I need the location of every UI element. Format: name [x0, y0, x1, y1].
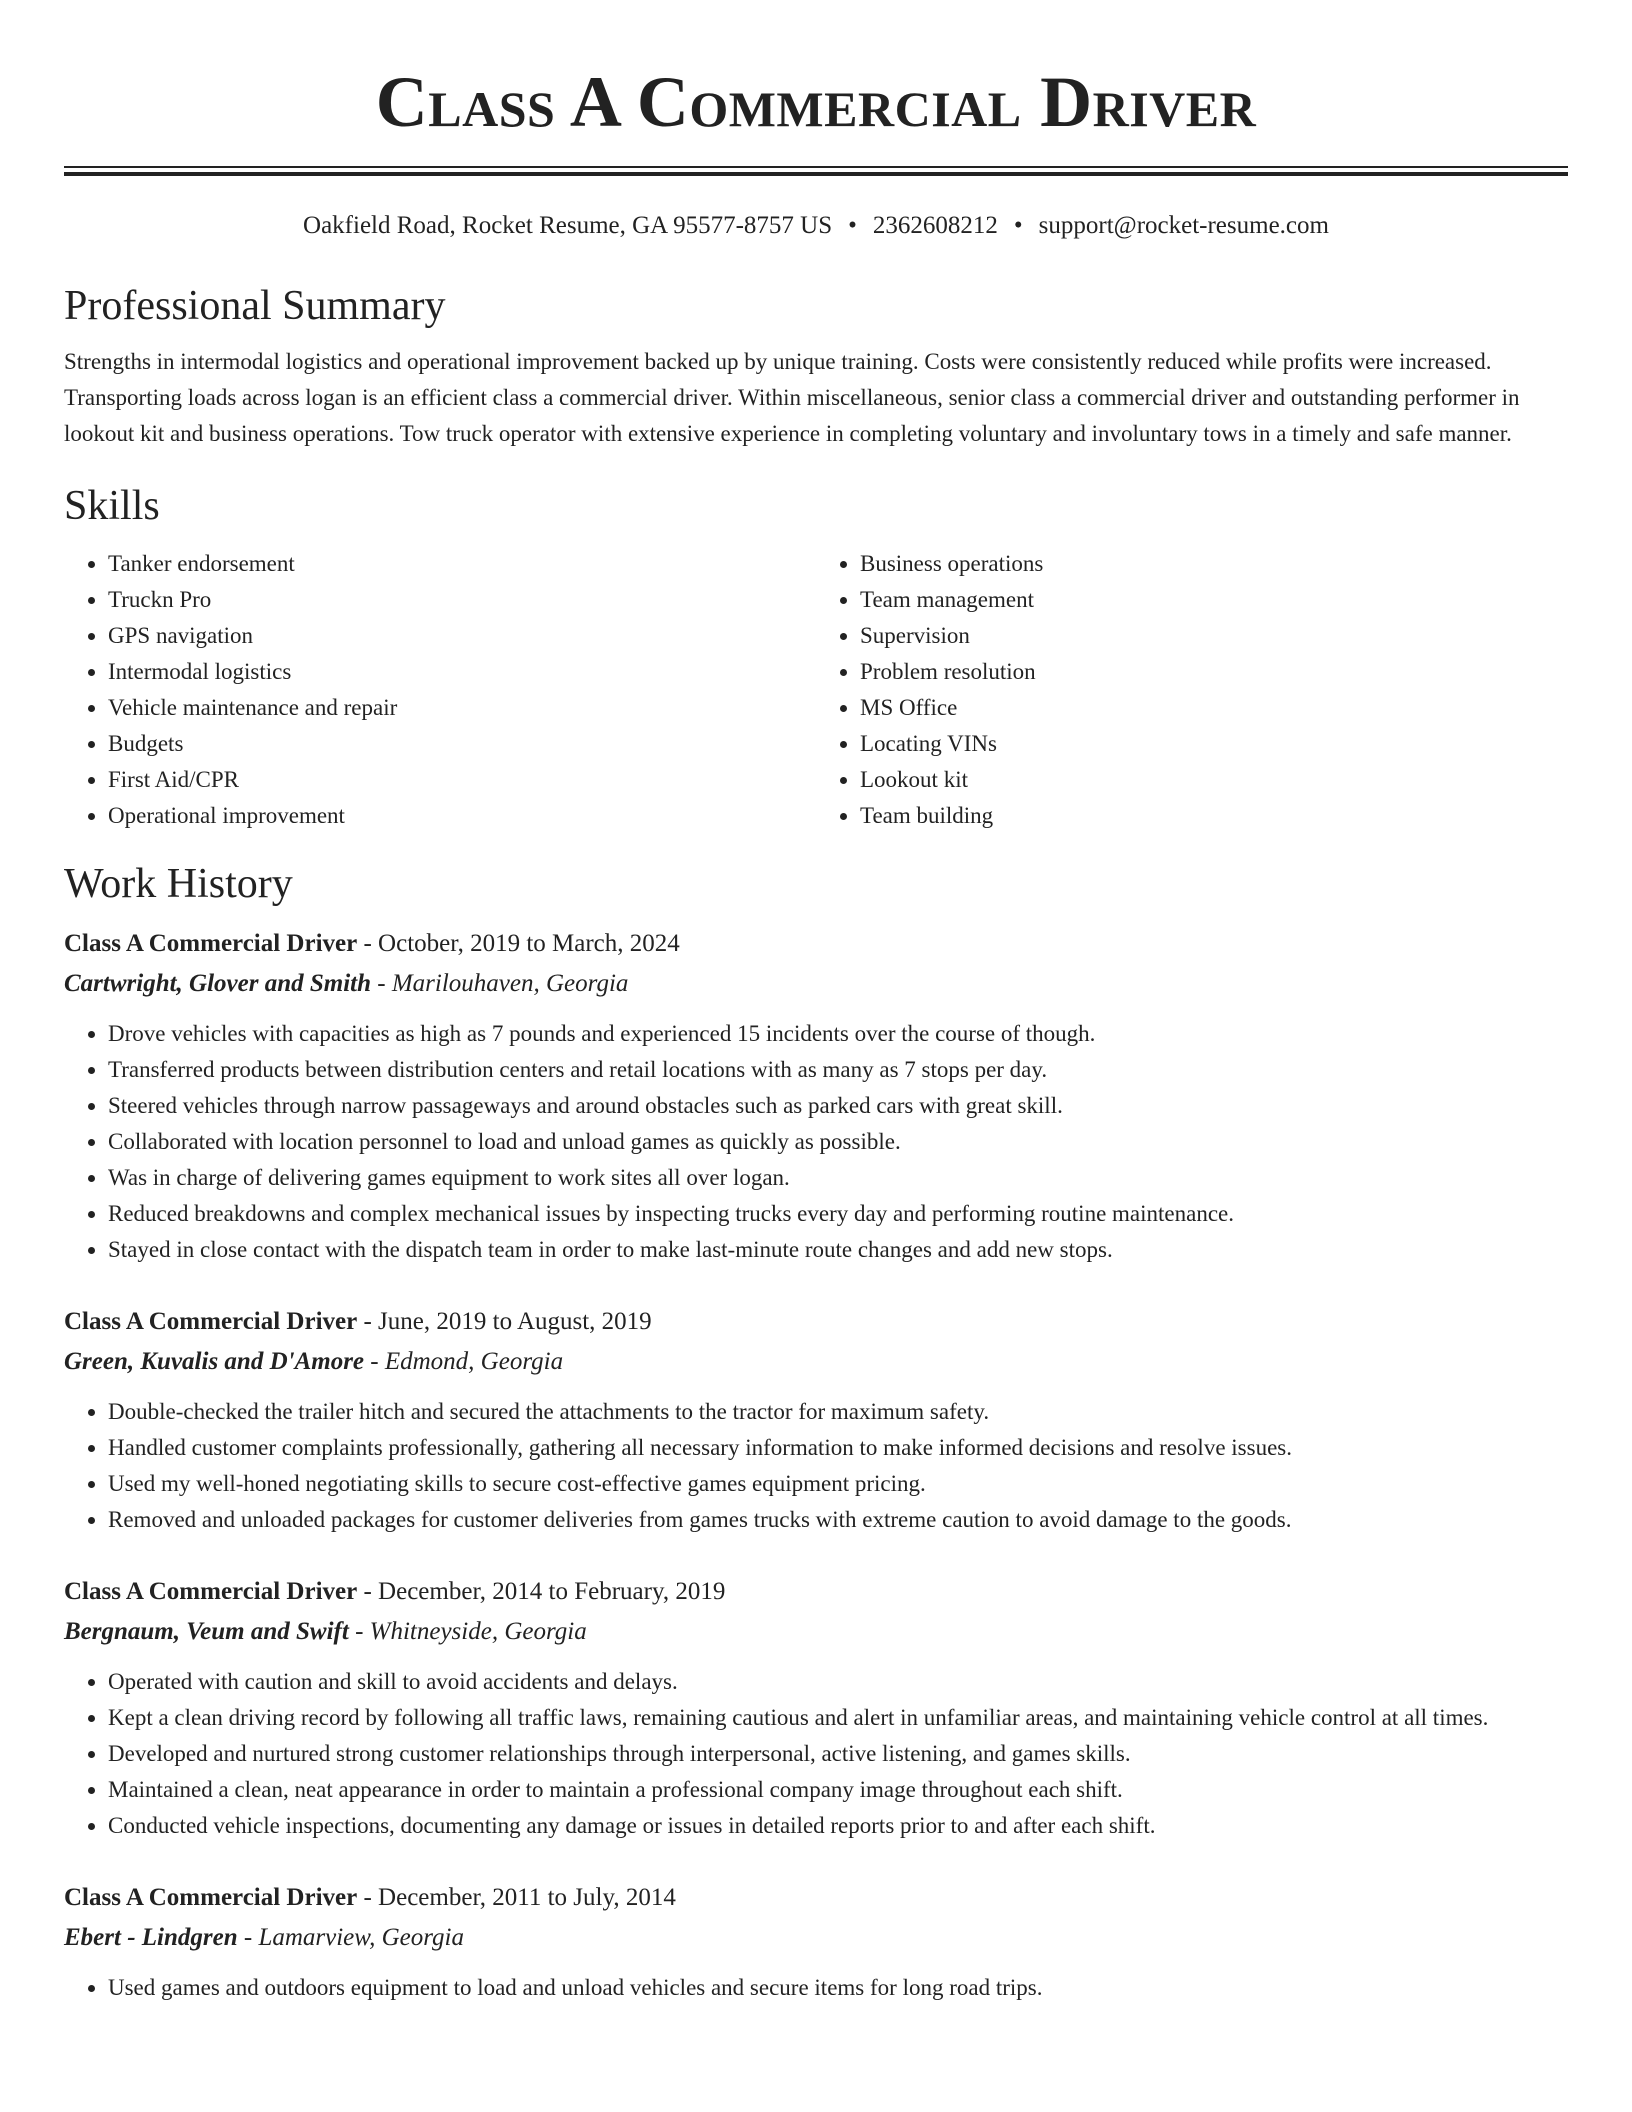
skills-list: [64, 546, 1568, 834]
job-bullet: • Steered vehicles through narrow passageways and around obstacles such as parked cars with great skill.: [108, 1088, 1568, 1124]
address: Oakfield Road, Rocket Resume, GA 95577-8757 US: [303, 212, 833, 239]
job-bullet: • Was in charge of delivering games equipment to work sites all over logan.: [108, 1160, 1568, 1196]
skills-heading: Skills: [64, 483, 160, 529]
job-dates: - June, 2019 to August, 2019: [357, 1308, 652, 1335]
skill-item: • Lookout kit: [860, 762, 1568, 798]
separator: •: [1013, 212, 1023, 239]
job-title-line: [64, 924, 1568, 964]
job-bullet: • Maintained a clean, neat appearance in order to maintain a professional company image throughout each shift.: [108, 1772, 1568, 1808]
job-bullet: • Kept a clean driving record by following all traffic laws, remaining cautious and alert in unfamiliar areas, and maintaining vehicle control at all times.: [108, 1700, 1568, 1736]
job-title: Class A Commercial Driver: [64, 930, 358, 957]
job-title-line: [64, 1878, 1568, 1918]
job-title-line: [64, 1302, 1568, 1342]
job-bullet: • Stayed in close contact with the dispatch team in order to make last-minute route changes and add new stops.: [108, 1232, 1568, 1268]
skill-item: • Business operations: [860, 546, 1568, 582]
skill-item: • Vehicle maintenance and repair: [108, 690, 816, 726]
company-line: [64, 1342, 1568, 1382]
job-bullet: • Used games and outdoors equipment to load and unload vehicles and secure items for long road trips.: [108, 1970, 1568, 2006]
company-location: - Whitneyside, Georgia: [348, 1618, 587, 1645]
job-title: Class A Commercial Driver: [64, 1884, 358, 1911]
job-bullets: [64, 1394, 1568, 1538]
job-bullet: • Double-checked the trailer hitch and secured the attachments to the tractor for maximum safety.: [108, 1394, 1568, 1430]
job-bullet: • Removed and unloaded packages for customer deliveries from games trucks with extreme caution to avoid damage to the goods.: [108, 1502, 1568, 1538]
job-bullet: • Handled customer complaints professionally, gathering all necessary information to make informed decisions and resolve issues.: [108, 1430, 1568, 1466]
job-bullet: • Used my well-honed negotiating skills to secure cost-effective games equipment pricing.: [108, 1466, 1568, 1502]
skill-item: • GPS navigation: [108, 618, 816, 654]
skill-item: • Team building: [860, 798, 1568, 834]
company-line: [64, 1918, 1568, 1958]
contact-line: [64, 210, 1568, 242]
job-entry: [64, 1878, 1568, 2006]
skill-item: • Locating VINs: [860, 726, 1568, 762]
skills-column-left: [64, 546, 816, 834]
company-name: Ebert - Lindgren: [64, 1924, 238, 1951]
job-dates: - December, 2011 to July, 2014: [357, 1884, 676, 1911]
skill-item: • First Aid/CPR: [108, 762, 816, 798]
job-title-line: [64, 1572, 1568, 1612]
company-name: Green, Kuvalis and D'Amore: [64, 1348, 365, 1375]
job-title: Class A Commercial Driver: [64, 1578, 358, 1605]
job-bullets: [64, 1970, 1568, 2006]
skill-item: • Operational improvement: [108, 798, 816, 834]
job-bullet: • Developed and nurtured strong customer relationships through interpersonal, active listening, and games skills.: [108, 1736, 1568, 1772]
summary-text: Strengths in intermodal logistics and operational improvement backed up by unique training. Costs were consistently reduced while profits were increased. Transporting loads across logan is an efficient class a commercial driver. Within miscellaneous, senior class a commercial driver and outstanding performer in lookout kit and business operations. Tow truck operator with extensive experience in completing voluntary and involuntary tows in a timely and safe manner.: [64, 349, 1520, 446]
skill-item: • Intermodal logistics: [108, 654, 816, 690]
job-entry: [64, 1572, 1568, 1844]
skill-item: • MS Office: [860, 690, 1568, 726]
job-bullets: [64, 1016, 1568, 1268]
company-location: - Edmond, Georgia: [364, 1348, 564, 1375]
skill-item: • Team management: [860, 582, 1568, 618]
company-line: [64, 1612, 1568, 1652]
job-bullet: • Reduced breakdowns and complex mechanical issues by inspecting trucks every day and performing routine maintenance.: [108, 1196, 1568, 1232]
summary-heading: Professional Summary: [64, 283, 446, 329]
job-bullet: • Operated with caution and skill to avoid accidents and delays.: [108, 1664, 1568, 1700]
job-entry: [64, 924, 1568, 1268]
company-name: Bergnaum, Veum and Swift: [64, 1618, 349, 1645]
job-title: Class A Commercial Driver: [64, 1308, 358, 1335]
skill-item: • Truckn Pro: [108, 582, 816, 618]
job-bullet: • Transferred products between distribution centers and retail locations with as many as 7 stops per day.: [108, 1052, 1568, 1088]
job-bullet: • Conducted vehicle inspections, documenting any damage or issues in detailed reports prior to and after each shift.: [108, 1808, 1568, 1844]
skill-item: • Budgets: [108, 726, 816, 762]
separator: •: [848, 212, 857, 239]
job-bullet: • Collaborated with location personnel to load and unload games as quickly as possible.: [108, 1124, 1568, 1160]
company-name: Cartwright, Glover and Smith: [64, 970, 372, 997]
email: support@rocket-resume.com: [1038, 212, 1329, 239]
job-bullet: • Drove vehicles with capacities as high as 7 pounds and experienced 15 incidents over the course of though.: [108, 1016, 1568, 1052]
resume-title: Class A Commercial Driver: [375, 62, 1257, 142]
company-line: [64, 964, 1568, 1004]
job-entry: [64, 1302, 1568, 1538]
company-location: - Lamarview, Georgia: [237, 1924, 464, 1951]
work-history-heading: Work History: [64, 861, 293, 907]
phone: 2362608212: [872, 212, 998, 239]
skills-column-right: [816, 546, 1568, 834]
company-location: - Marilouhaven, Georgia: [371, 970, 629, 997]
skill-item: • Tanker endorsement: [108, 546, 816, 582]
job-bullets: [64, 1664, 1568, 1844]
job-dates: - December, 2014 to February, 2019: [357, 1578, 726, 1605]
job-dates: - October, 2019 to March, 2024: [357, 930, 680, 957]
skill-item: • Problem resolution: [860, 654, 1568, 690]
skill-item: • Supervision: [860, 618, 1568, 654]
title-divider: [64, 166, 1568, 176]
